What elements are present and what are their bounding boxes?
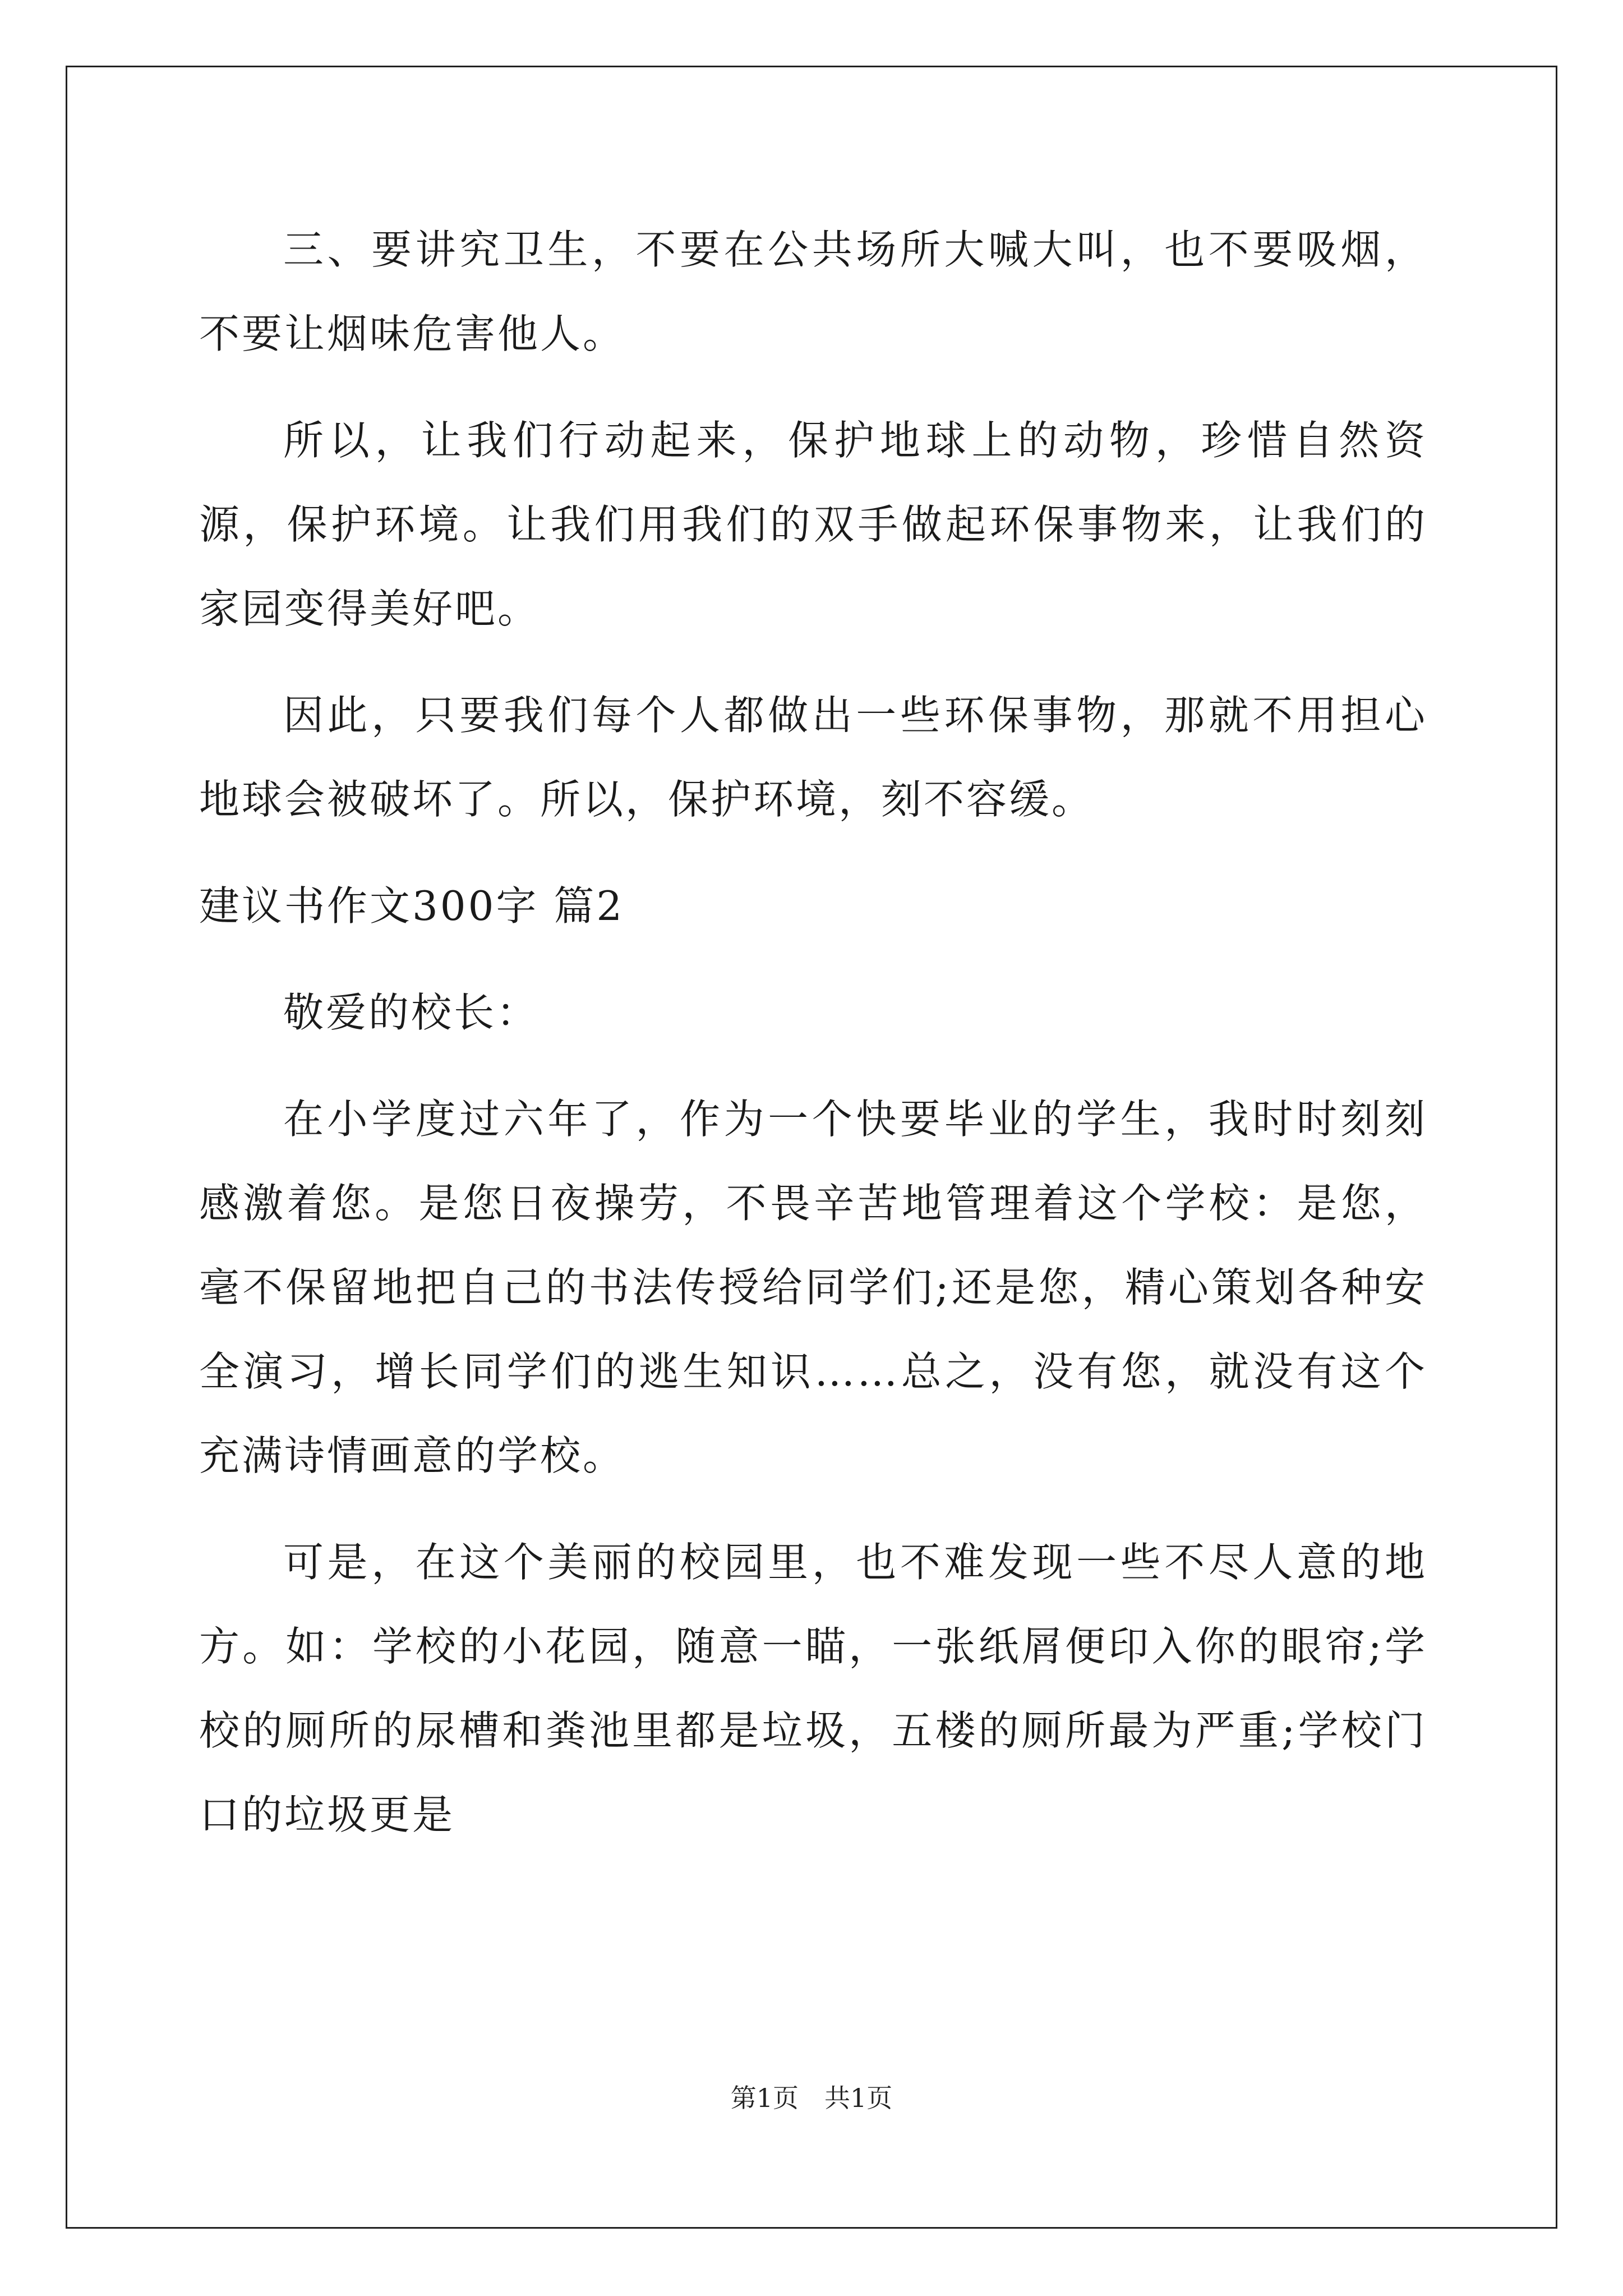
paragraph-conclusion: 因此，只要我们每个人都做出一些环保事物，那就不用担心地球会被破坏了。所以，保护环境，刻不容缓。 — [199, 692, 1427, 823]
paragraph-action: 所以，让我们行动起来，保护地球上的动物，珍惜自然资源，保护环境。让我们用我们的双手做起环保事物来，让我们的家园变得美好吧。 — [199, 417, 1427, 632]
paragraph-problems: 可是，在这个美丽的校园里，也不难发现一些不尽人意的地方。如：学校的小花园，随意一瞄，一张纸屑便印入你的眼帘;学校的厕所的尿槽和粪池里都是垃圾，五楼的厕所最为严重;学校门口的垃圾更是 — [199, 1539, 1427, 1838]
document-body — [199, 208, 1427, 1879]
section-heading: 建议书作文300字 篇2 — [199, 882, 625, 930]
paragraph-salutation: 敬爱的校长： — [283, 989, 540, 1036]
paragraph-hygiene: 三、要讲究卫生，不要在公共场所大喊大叫，也不要吸烟，不要让烟味危害他人。 — [199, 226, 1427, 357]
page-footer: 第1页 共1页 — [730, 2083, 893, 2113]
paragraph-gratitude: 在小学度过六年了，作为一个快要毕业的学生，我时时刻刻感激着您。是您日夜操劳，不畏辛苦地管理着这个学校：是您，毫不保留地把自己的书法传授给同学们;还是您，精心策划各种安全演习，增长同学们的逃生知识……总之，没有您，就没有这个充满诗情画意的学校。 — [199, 1096, 1427, 1479]
